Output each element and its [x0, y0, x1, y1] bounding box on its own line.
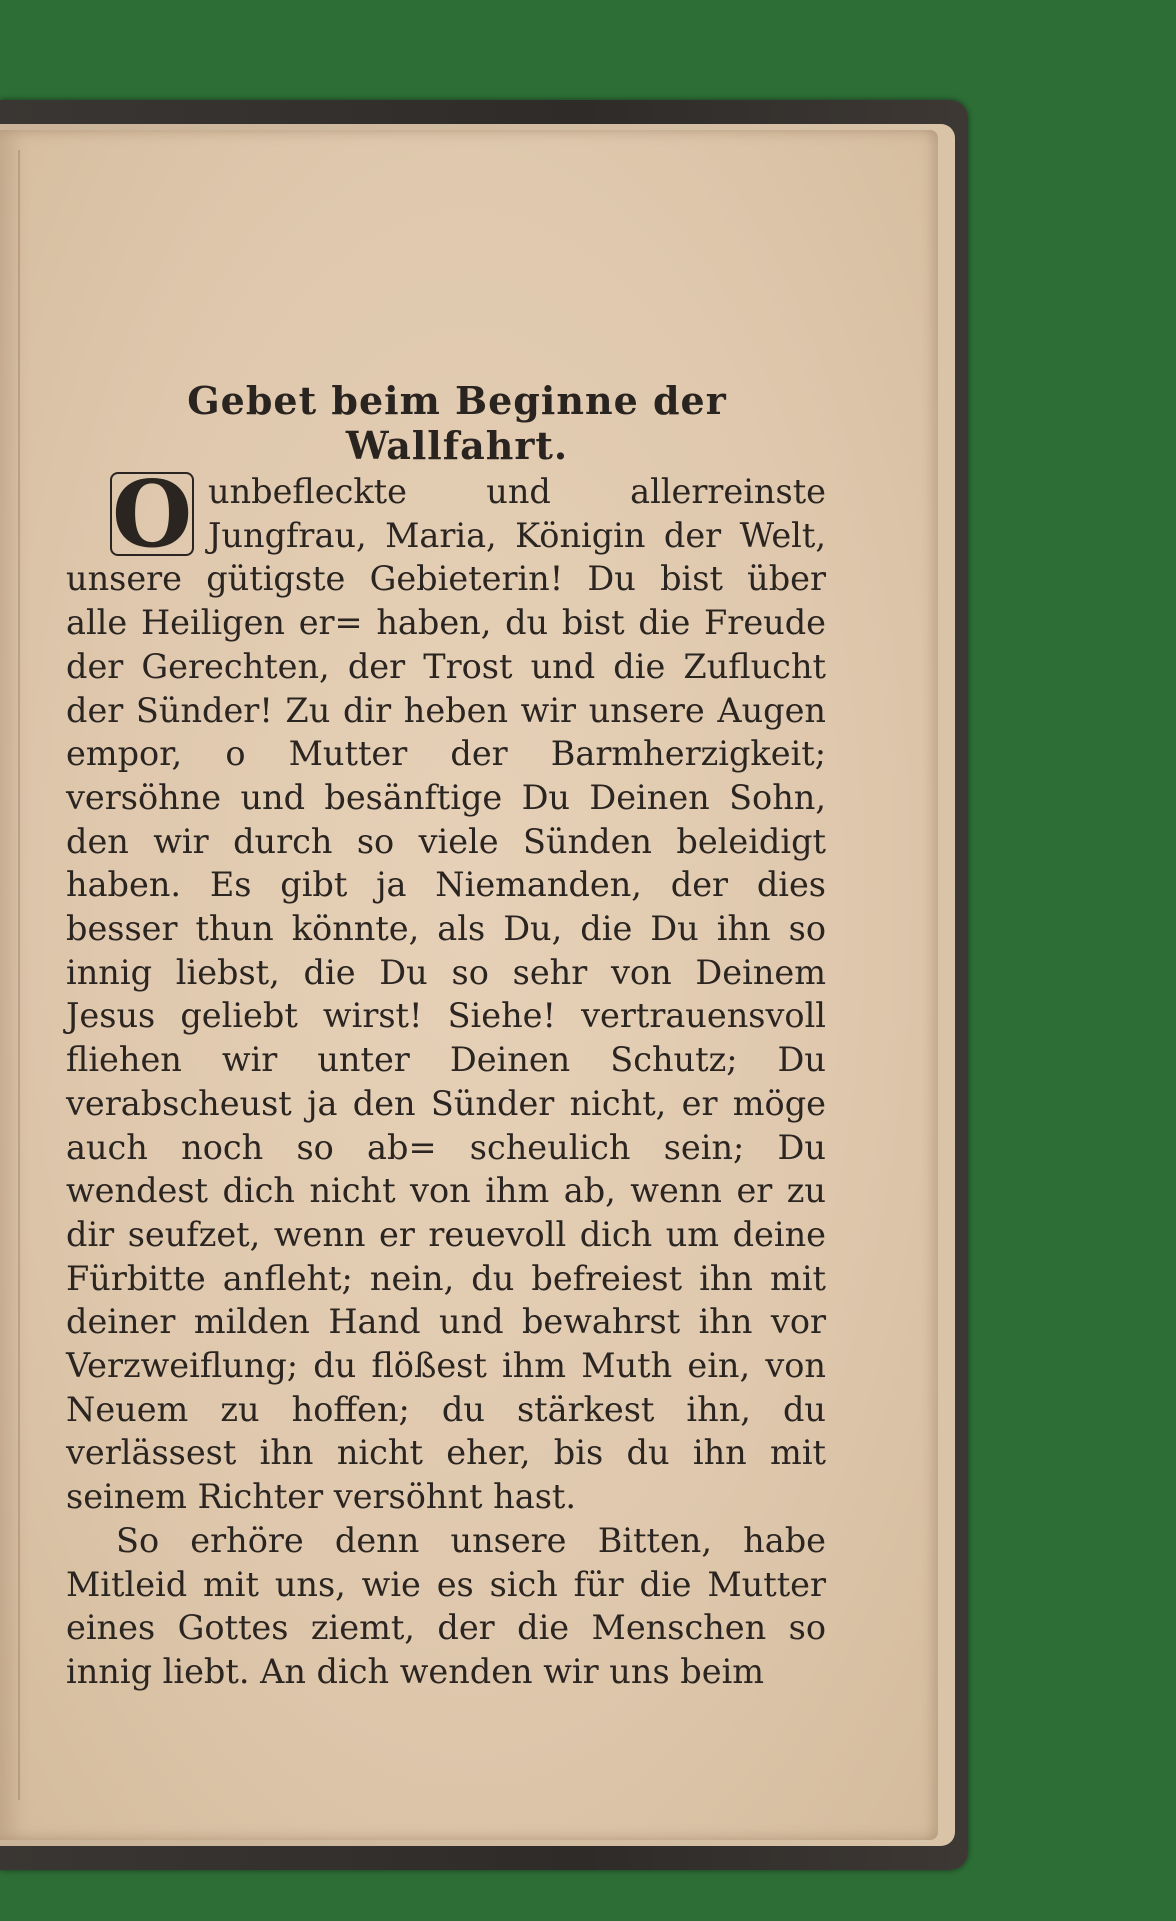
paragraph-1-text: unbefleckte und allerreinste Jungfrau, Maria, Königin der Welt, unsere gütigste Gebieterin! Du bist über alle Heiligen er= haben, du bist die Freude der Gerechten, der Trost und die Zuflucht der Sünder! Zu dir heben wir unsere Augen empor, o Mutter der Barmherzigkeit; versöhne und besänftige Du Deinen Sohn, den wir durch so viele Sünden beleidigt haben. Es gibt ja Niemanden, der dies besser thun könnte, als Du, die Du ihn so innig liebst, die Du so sehr von Deinem Jesus geliebt wirst! Siehe! vertrauensvoll fliehen wir unter Deinen Schutz; Du verabscheust ja den Sünder nicht, er möge auch noch so ab= scheulich sein; Du wendest dich nicht von ihm ab, wenn er zu dir seufzet, wenn er reuevoll dich um deine Fürbitte anfleht; nein, du befreiest ihn mit deiner milden Hand und bewahrst ihn vor Verzweiflung; du flößest ihm Muth ein, von Neuem zu hoffen; du stärkest ihn, du verlässest ihn nicht eher, bis du ihn mit seinem Richter versöhnt hast.: [66, 472, 826, 1517]
prayer-text: [66, 460, 826, 1694]
prayer-title: Gebet beim Beginne der Wallfahrt.: [187, 378, 727, 468]
paragraph-1: [66, 460, 826, 1519]
paragraph-2: So erhöre denn unsere Bitten, habe Mitleid mit uns, wie es sich für die Mutter eines Gottes ziemt, der die Menschen so innig liebt. An dich wenden wir uns beim: [66, 1520, 826, 1691]
page-gutter: [18, 150, 20, 1800]
drop-cap-initial: O: [112, 460, 193, 568]
